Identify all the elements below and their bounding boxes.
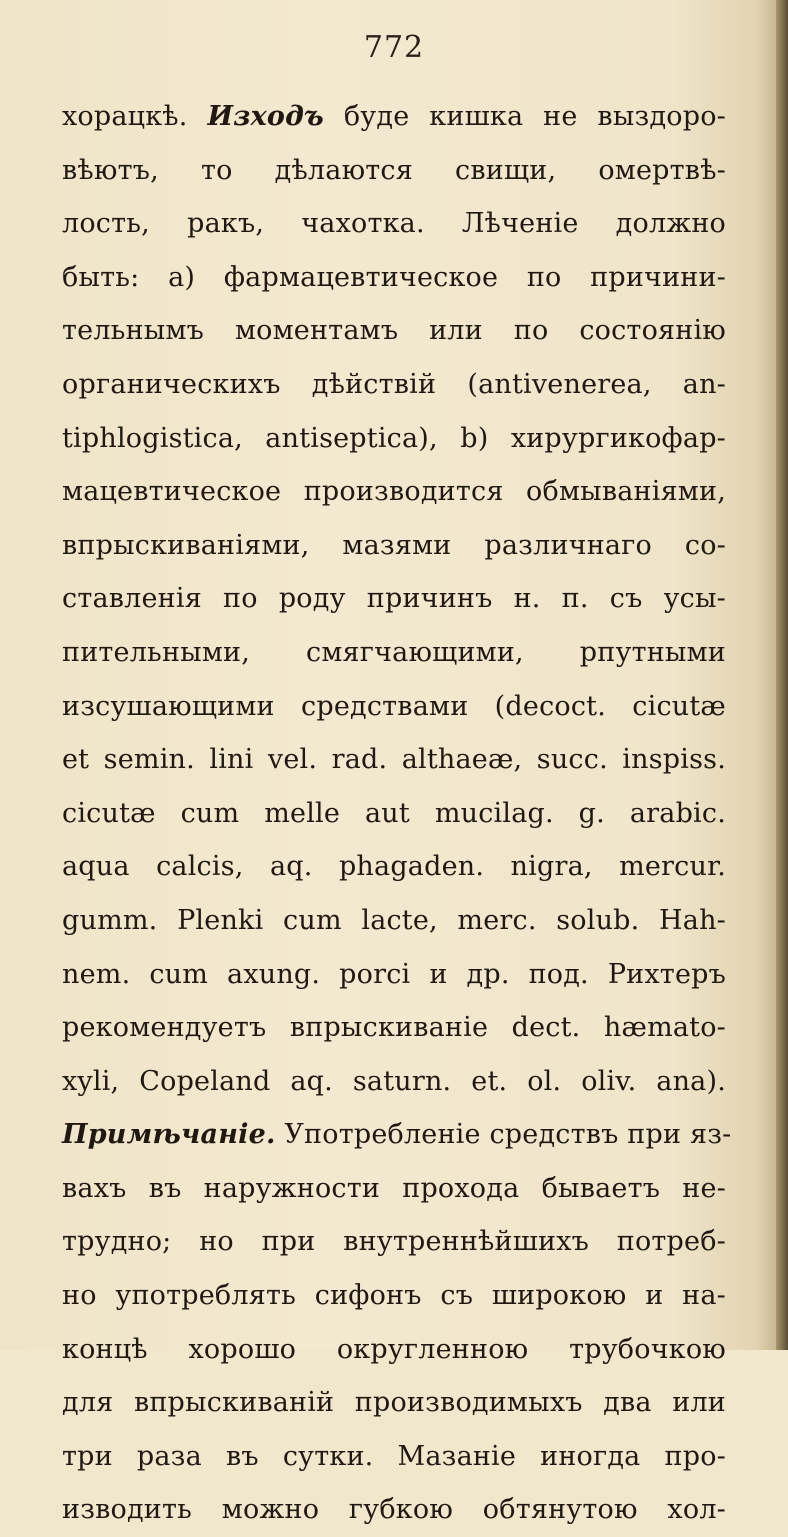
text-line: мацевтическое производится обмываніями, — [62, 476, 726, 508]
text-line: концѣ хорошо округленною трубочкою — [62, 1333, 726, 1365]
text-line: рекомендуетъ впрыскиваніе dect. hæmato- — [62, 1012, 726, 1044]
text-line: быть: a) фармацевтическое по причини- — [62, 261, 726, 293]
text-line: изводить можно губкою обтянутою хол- — [62, 1494, 726, 1526]
text-line: et semin. lini vel. rad. althaeæ, succ. inspiss. — [62, 744, 726, 776]
text-line: впрыскиваніями, мазями различнаго со- — [62, 529, 726, 561]
text-line: вѣютъ, то дѣлаются свищи, омертвѣ- — [62, 154, 726, 186]
page-number: 772 — [363, 30, 425, 65]
text-line: вахъ въ наружности прохода бываетъ не- — [62, 1172, 726, 1204]
text-line: xyli, Copeland aq. saturn. et. ol. oliv. ana). — [62, 1065, 726, 1097]
emphasis-text: Примѣчаніе. — [62, 1119, 276, 1151]
text-line: тельнымъ моментамъ или по состоянію — [62, 315, 726, 347]
text-line: три раза въ сутки. Мазаніе иногда про- — [62, 1440, 726, 1472]
text-line: cicutæ cum melle aut mucilag. g. arabic. — [62, 797, 726, 829]
text-line: tiphlogistica, antiseptica), b) хирургикофар- — [62, 422, 726, 454]
text-line: ставленія по роду причинъ н. п. съ усы- — [62, 583, 726, 615]
text-line: nem. cum axung. porci и др. под. Рихтеръ — [62, 958, 726, 990]
text-line: изсушающими средствами (decoct. cicutæ — [62, 690, 726, 722]
page-edge — [776, 0, 788, 1350]
body-text — [62, 90, 732, 1537]
text-line: Примѣчаніе. Употребленіе средствъ при яз- — [62, 1119, 732, 1151]
text-line: aqua calcis, aq. phagaden. nigra, mercur. — [62, 851, 726, 883]
text-line: gumm. Plenki cum lacte, merc. solub. Hah- — [62, 904, 726, 936]
text-line: лость, ракъ, чахотка. Лѣченіе должно — [62, 208, 726, 240]
text-line: пительными, смягчающими, рпутными — [62, 636, 726, 668]
text-line: но употреблять сифонъ съ широкою и на- — [62, 1280, 726, 1312]
text-line: для впрыскиваній производимыхъ два или — [62, 1387, 726, 1419]
text-line: хорацкѣ. Изходъ буде кишка не выздоро- — [62, 101, 726, 132]
emphasis-text: Изходъ — [207, 101, 324, 132]
text-line: органическихъ дѣйствій (antivenerea, an- — [62, 368, 726, 400]
text-line: трудно; но при внутреннѣйшихъ потреб- — [62, 1226, 726, 1258]
